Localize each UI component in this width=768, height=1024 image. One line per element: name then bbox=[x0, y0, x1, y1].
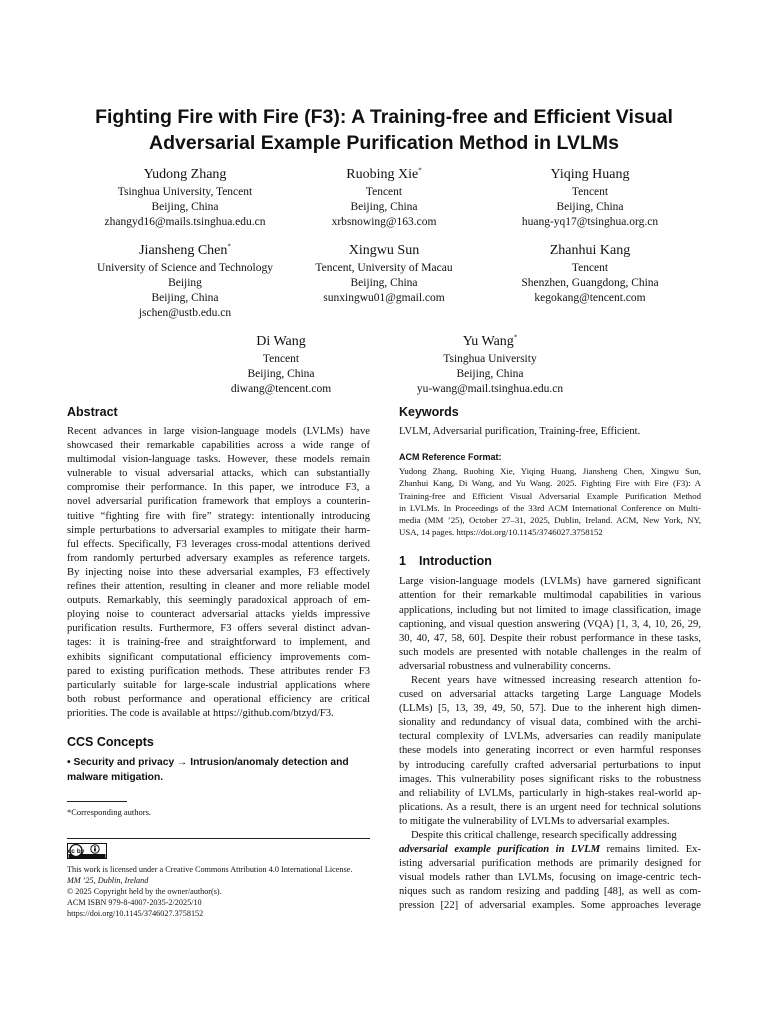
text-line: Yudong Zhang, Ruobing Xie, Yiqing Huang, Jiansheng Chen, Xingwu Sun, bbox=[399, 466, 701, 477]
author-email: jschen@ustb.edu.cn bbox=[138, 307, 232, 319]
text-line: Recent advances in large vision-language models (LVLMs) have bbox=[67, 426, 370, 437]
introduction-body bbox=[399, 575, 701, 913]
text-line: purification results. Furthermore, F3 offers several distinct advan- bbox=[67, 623, 370, 635]
text-line: niques such as random resizing and padding [48], as well as com- bbox=[399, 886, 701, 898]
license-divider bbox=[67, 838, 370, 839]
text-line: compromise their performance. In this paper, we introduce F3, a bbox=[67, 482, 370, 494]
license-statement: This work is licensed under a Creative Commons Attribution 4.0 International License. bbox=[67, 865, 353, 874]
text-line: these models into generating incorrect or even harmful responses bbox=[399, 745, 701, 757]
ccs-line: • Security and privacy → Intrusion/anomaly detection and bbox=[67, 756, 349, 768]
author-email: yu-wang@mail.tsinghua.edu.cn bbox=[416, 383, 564, 395]
text-line: Training-free and Efficient Visual Adversarial Example Purification Method bbox=[399, 490, 701, 501]
text-line: adversarial robustness and vulnerability concerns. bbox=[399, 660, 611, 672]
right-column bbox=[399, 404, 701, 914]
text-line: in LVLMs. In Proceedings of the 33rd ACM International Conference on Multi- bbox=[399, 502, 701, 513]
section-number: 1 bbox=[399, 554, 406, 569]
author-name: Zhanhui Kang bbox=[549, 243, 631, 258]
section-title: Introduction bbox=[419, 554, 492, 569]
title-line-1: Fighting Fire with Fire (F3): A Training-free and Efficient Visual bbox=[95, 106, 673, 128]
author-location: Beijing, China bbox=[456, 368, 524, 380]
text-line: 30, 40, 47, 58, 60]. Despite their robust performance in these tasks, bbox=[399, 632, 701, 644]
author-name: Di Wang bbox=[256, 334, 306, 349]
author-affiliation: Tsinghua University bbox=[443, 353, 537, 365]
cc-badge-text: cc by bbox=[67, 847, 85, 855]
paper-title bbox=[40, 104, 728, 156]
ccs-concepts bbox=[67, 755, 370, 785]
text-line: By injecting noise into these adversarial examples, F3 effectively bbox=[67, 566, 370, 578]
ccs-line: malware mitigation. bbox=[67, 771, 164, 783]
text-line: USA, 14 pages. https://doi.org/10.1145/3746027.3758152 bbox=[399, 527, 603, 538]
text-line: simple perturbations to adversarial examples to mitigate their harm- bbox=[67, 524, 370, 536]
author-location: Beijing, China bbox=[350, 201, 418, 213]
corresponding-star: * bbox=[227, 242, 231, 251]
author-email: xrbsnowing@163.com bbox=[331, 216, 437, 228]
doi-link[interactable]: https://doi.org/10.1145/3746027.3758152 bbox=[67, 909, 204, 918]
text-line: captioning, and visual question answering (VQA) [1, 3, 4, 10, 26, 29, bbox=[399, 618, 701, 630]
author-affiliation: Tsinghua University, Tencent bbox=[117, 186, 253, 198]
text-line: plications. As a result, there is an urgent need for technical solutions bbox=[399, 801, 701, 813]
text-line: Zhanhui Kang, Di Wang, and Yu Wang. 2025. Fighting Fire with Fire (F3): A bbox=[399, 478, 701, 489]
license-block bbox=[67, 864, 370, 919]
author-location: Beijing, China bbox=[151, 201, 219, 213]
text-line: exhibits significant computational efficiency improvements com- bbox=[67, 651, 370, 663]
author-block bbox=[70, 166, 300, 230]
corresponding-star: * bbox=[513, 333, 518, 342]
text-line: refines their attention, resulting in cleaner and more reliable model bbox=[67, 581, 370, 593]
author-name: Ruobing Xie bbox=[346, 167, 419, 182]
author-name: Yu Wang bbox=[462, 334, 514, 349]
emphasis: adversarial example purification in LVLM bbox=[399, 844, 600, 856]
author-block bbox=[270, 242, 498, 306]
cc-by-license-icon bbox=[67, 843, 107, 859]
text-line: by introducing carefully crafted adversarial perturbations to input bbox=[399, 759, 701, 771]
author-location: Beijing, China bbox=[151, 292, 219, 304]
ccs-heading: CCS Concepts bbox=[67, 734, 154, 749]
text-line: such models are presented with notable challenges in the realm of bbox=[399, 646, 701, 658]
author-location: Beijing, China bbox=[556, 201, 624, 213]
author-affiliation: Tencent bbox=[571, 186, 609, 198]
text-line: applications, including but not limited to image classification, image bbox=[399, 604, 701, 616]
conference-venue: MM ’25, Dublin, Ireland bbox=[67, 876, 149, 885]
text-line: sionality and redundancy of visual data, combined with the archi- bbox=[399, 717, 701, 729]
text-line: Despite this critical challenge, research specifically addressing bbox=[411, 830, 677, 841]
author-block bbox=[380, 333, 600, 397]
text-line: vulnerable to visual adversarial attacks, which can substantially bbox=[67, 468, 370, 480]
text-line: media (MM ’25), October 27–31, 2025, Dublin, Ireland. ACM, New York, NY, bbox=[399, 514, 701, 525]
author-location: Shenzhen, Guangdong, China bbox=[521, 277, 659, 289]
text-line: isting adversarial purification methods are primarily designed for bbox=[399, 858, 701, 870]
text-line: Large vision-language models (LVLMs) have garnered significant bbox=[399, 576, 701, 588]
author-email: diwang@tencent.com bbox=[230, 383, 332, 395]
author-affiliation-cont: Beijing bbox=[168, 277, 202, 289]
author-email: huang-yq17@tsinghua.org.cn bbox=[521, 216, 659, 228]
author-affiliation: Tencent bbox=[365, 186, 403, 198]
keywords-text: LVLM, Adversarial purification, Training-free, Efficient. bbox=[399, 426, 641, 437]
text-line: images. This vulnerability poses significant risks to the robustness bbox=[399, 773, 701, 785]
keywords-heading: Keywords bbox=[399, 405, 459, 419]
text-line: outputs. Remarkably, this seemingly paradoxical approach of em- bbox=[67, 595, 370, 607]
copyright: © 2025 Copyright held by the owner/author(s). bbox=[67, 887, 222, 896]
author-email: zhangyd16@mails.tsinghua.edu.cn bbox=[104, 216, 266, 228]
text-line: tectural complexity of LVLMs, adversaries can readily manipulate bbox=[399, 731, 701, 743]
text-line: Recent years have witnessed increasing research attention fo- bbox=[411, 674, 701, 686]
text-line: pared to existing purification methods. These attributes render F3 bbox=[67, 665, 370, 677]
author-block bbox=[475, 242, 705, 306]
abstract-heading: Abstract bbox=[67, 405, 118, 419]
author-name: Yudong Zhang bbox=[143, 167, 227, 182]
author-email: sunxingwu01@gmail.com bbox=[323, 292, 445, 304]
title-line-2: Adversarial Example Purification Method in LVLMs bbox=[149, 132, 619, 154]
author-affiliation: University of Science and Technology bbox=[97, 262, 273, 274]
text-line: attention for their remarkable multimodal capabilities in various bbox=[399, 590, 701, 602]
text-line: ploying noise to counteract adversarial attacks yields impressive bbox=[67, 609, 370, 621]
text-line: showcased their remarkable capabilities across a wide range of bbox=[67, 440, 370, 452]
section-heading-introduction bbox=[399, 553, 701, 569]
text-line: adversarial example purification in LVLM remains limited. Ex- bbox=[399, 844, 701, 856]
text-line: to mitigate the vulnerability of LVLMs to adversarial examples. bbox=[399, 815, 670, 827]
author-block bbox=[170, 333, 392, 397]
text-line: tuitive “fighting fire with fire” strategy: intentionally introducing bbox=[67, 510, 370, 522]
text-line: both robust performance and operational efficiency are critical bbox=[67, 693, 370, 705]
author-location: Beijing, China bbox=[350, 277, 418, 289]
text-line: pression [22] of adversarial examples. Some approaches leverage bbox=[399, 900, 701, 912]
text-line: multimodal vision-language tasks. However, these models remain bbox=[67, 454, 370, 466]
text-line: visual models rather than LVLMs, focusing on image-centric tech- bbox=[399, 872, 701, 884]
text-line: from randomly perturbed adversary examples as reference targets. bbox=[67, 552, 370, 564]
author-affiliation: Tencent bbox=[262, 353, 300, 365]
author-name: Yiqing Huang bbox=[550, 167, 630, 182]
text-line: ful effects. Specifically, F3 leverages cross-modal attentions derived bbox=[67, 538, 370, 550]
author-email: kegokang@tencent.com bbox=[534, 292, 646, 304]
text-line: and reliability of LVLMs, particularly in high-stakes real-world ap- bbox=[399, 787, 701, 799]
text-line: priorities. The code is available at https://github.com/btzyd/F3. bbox=[67, 707, 334, 719]
author-name: Jiansheng Chen bbox=[139, 243, 228, 258]
text-line: (LLMs) [5, 13, 39, 49, 50, 57]. Due to the inherent high dimen- bbox=[399, 703, 701, 715]
footnote: *Corresponding authors. bbox=[67, 807, 152, 817]
text-line: particularly suitable for large-scale industrial applications where bbox=[67, 679, 370, 691]
abstract-body bbox=[67, 425, 370, 721]
acm-reference-heading: ACM Reference Format: bbox=[399, 452, 502, 463]
acm-reference-body bbox=[399, 465, 701, 538]
author-affiliation: Tencent bbox=[571, 262, 609, 274]
author-block bbox=[270, 166, 498, 230]
author-block bbox=[475, 166, 705, 230]
isbn: ACM ISBN 979-8-4007-2035-2/2025/10 bbox=[67, 898, 202, 907]
author-name: Xingwu Sun bbox=[348, 243, 420, 258]
left-column bbox=[67, 404, 370, 785]
text-line: cused on adversarial attacks targeting Large Language Models bbox=[399, 689, 701, 701]
text-line: tages: it is training-free and straightforward to implement, and bbox=[67, 637, 370, 649]
author-location: Beijing, China bbox=[247, 368, 315, 380]
footnote-divider bbox=[67, 801, 127, 802]
author-affiliation: Tencent, University of Macau bbox=[315, 262, 453, 274]
corresponding-star: * bbox=[418, 166, 422, 175]
text-line: novel adversarial purification framework that employs a counterin- bbox=[67, 496, 370, 508]
